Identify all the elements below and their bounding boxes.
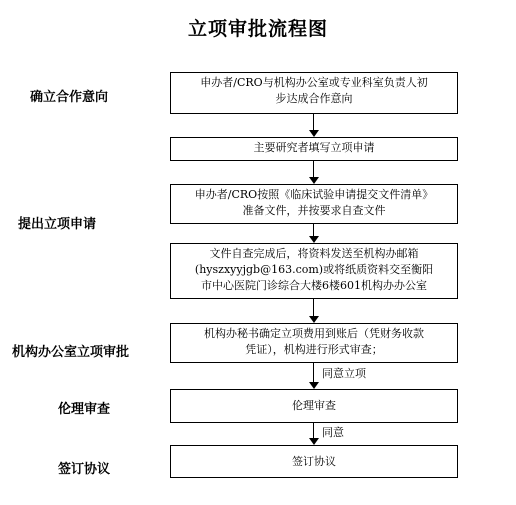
step-text-line: 步达成合作意向 [275, 92, 353, 105]
stage-ethics-label: 伦理审查 [58, 402, 111, 417]
step-text-line: 主要研究者填写立项申请 [253, 141, 375, 154]
arrow-line [313, 114, 314, 130]
arrow-down-icon [309, 130, 319, 137]
arrow-line [313, 224, 314, 236]
arrow-line [313, 161, 314, 177]
step-box-submit-documents [170, 243, 458, 299]
arrow-down-icon [309, 438, 319, 445]
edge-label-agree: 同意 [322, 426, 344, 439]
step-text-line: 文件自查完成后，将资料发送至机构办邮箱 [209, 247, 419, 260]
step-text-line: 机构办秘书确定立项费用到账后（凭财务收款 [204, 327, 424, 340]
edge-label-approve: 同意立项 [322, 367, 366, 380]
step-box-ethics-review [170, 389, 458, 423]
step-box-pi-application [170, 137, 458, 161]
step-text-line: 市中心医院门诊综合大楼6楼601机构办办公室 [201, 279, 427, 292]
arrow-down-icon [309, 382, 319, 389]
step-text-line: 准备文件，并按要求自查文件 [242, 204, 386, 217]
arrow-line [313, 423, 314, 438]
arrow-line [313, 363, 314, 382]
step-text-line: 伦理审查 [292, 399, 336, 412]
arrow-down-icon [309, 236, 319, 243]
step-text-line: 签订协议 [292, 455, 336, 468]
arrow-down-icon [309, 316, 319, 323]
stage-sign-label: 签订协议 [58, 462, 111, 477]
step-box-sign-agreement [170, 445, 458, 478]
step-box-prepare-documents [170, 184, 458, 224]
step-box-initial-contact [170, 72, 458, 114]
step-text-line: 申办者/CRO与机构办公室或专业科室负责人初 [200, 76, 428, 89]
page-title: 立项审批流程图 [187, 18, 328, 40]
step-text-line: 申办者/CRO按照《临床试验申请提交文件清单》 [194, 188, 434, 201]
arrow-down-icon [309, 177, 319, 184]
step-box-formal-review [170, 323, 458, 363]
stage-intent-label: 确立合作意向 [30, 90, 109, 105]
step-text-line: 凭证），机构进行形式审查； [245, 343, 383, 356]
stage-office-review-label: 机构办公室立项审批 [12, 345, 130, 360]
step-text-line: (hyszxyyjgb@163.com)或将纸质资料交至衡阳 [194, 263, 434, 276]
arrow-line [313, 299, 314, 316]
stage-apply-label: 提出立项申请 [18, 217, 97, 232]
